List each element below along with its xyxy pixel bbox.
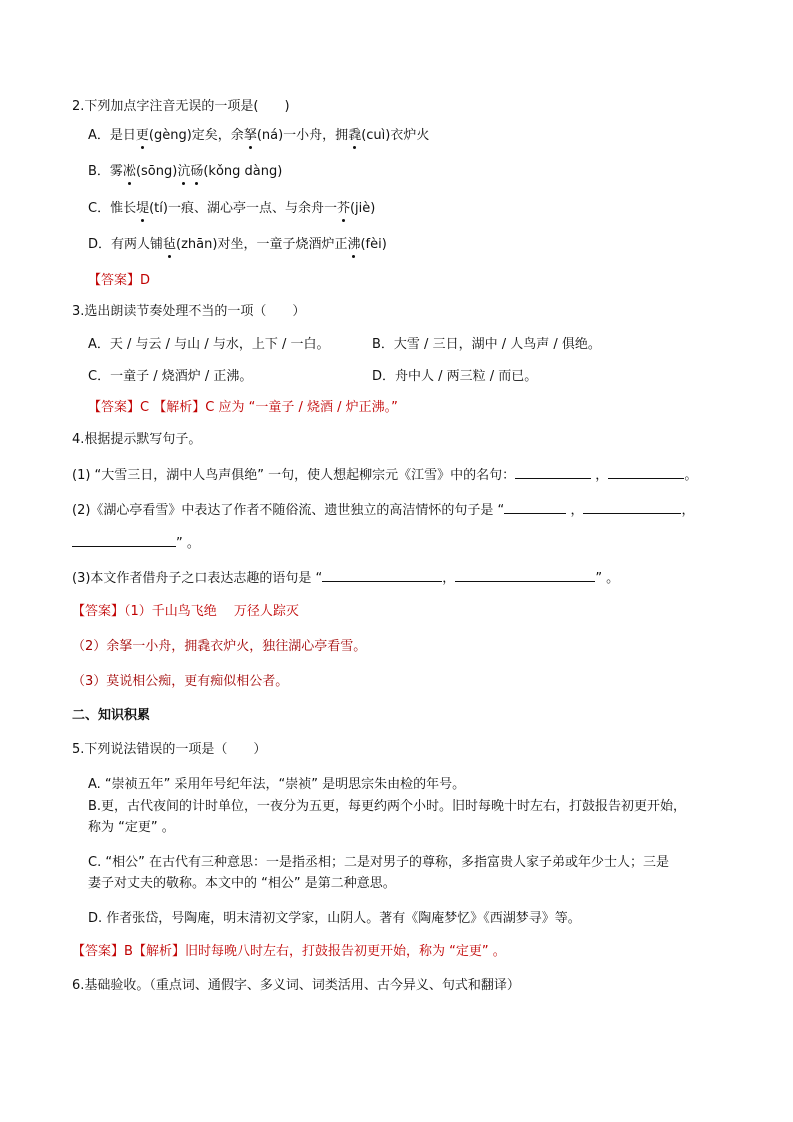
q5-option-a: A. “崇祯五年” 采用年号纪年法，“崇祯” 是明思宗朱由检的年号。 [88, 777, 466, 792]
q2-option-c [88, 200, 375, 218]
q5-answer [72, 943, 506, 961]
dotted-char: 沆 [177, 164, 191, 179]
analysis-text: 旧时每晚八时左右，打鼓报告初更开始，称为 “定更” 。 [184, 944, 506, 959]
prompt-text: (3)本文作者借舟子之口表达志趣的语句是 “ [72, 571, 323, 586]
answer-text: （1）千山鸟飞绝 万径人踪灭 [124, 604, 299, 619]
analysis-text: C 应为 “一童子 / 烧酒 / 炉正沸。” [205, 400, 398, 415]
dotted-char: 堤 [136, 201, 150, 216]
dotted-char: 毳 [348, 128, 362, 143]
answer-tag: 【答案】 [88, 273, 141, 288]
q5-option-b: B.更，古代夜间的计时单位，一夜分为五更，每更约两个小时。旧时每晚十时左右，打鼓报告初更开始， [88, 799, 687, 814]
end-mark: 。 [684, 468, 698, 483]
q4-answer-2: （2）余拏一小舟，拥毳衣炉火，独往湖心亭看雪。 [72, 639, 367, 654]
dotted-char: 凇 [122, 164, 136, 179]
q3-answer [88, 399, 398, 417]
text: (sōng) [135, 164, 178, 179]
analysis-tag: 【解析】 [132, 944, 185, 959]
prompt-text: (2)《湖心亭看雪》中表达了作者不随俗流、遗世独立的高洁情怀的句子是 “ [72, 503, 505, 518]
q2-option-a [88, 127, 429, 145]
answer-value: B [124, 944, 133, 959]
q3-stem: 3.选出朗读节奏处理不当的一项（ ） [72, 304, 306, 319]
q4-answer-3: （3）莫说相公痴，更有痴似相公者。 [72, 674, 289, 689]
q5-option-d: D. 作者张岱，号陶庵，明末清初文学家，山阴人。著有《陶庵梦忆》《西湖梦寻》等。 [88, 911, 581, 926]
dotted-char: 芥 [336, 201, 350, 216]
text: A．是日 [88, 128, 136, 143]
fill-blank [504, 501, 566, 514]
fill-blank [455, 569, 595, 582]
answer-value: D [140, 273, 151, 288]
separator: ， [570, 503, 584, 518]
text: B．雾 [88, 164, 123, 179]
q5-option-b-cont: 称为 “定更” 。 [88, 820, 175, 835]
dotted-char: 更 [135, 128, 149, 143]
analysis-tag: 【解析】 [153, 400, 206, 415]
q2-stem: 2.下列加点字注音无误的一项是( ) [72, 99, 290, 114]
text: (ná)一小舟，拥 [256, 128, 349, 143]
q4-item-2 [72, 501, 694, 520]
q3-option-a: A．天 / 与云 / 与山 / 与水，上下 / 一白。 [88, 337, 330, 352]
text: (zhān)对坐，一童子烧酒炉正 [176, 237, 348, 252]
q3-option-c: C．一童子 / 烧酒炉 / 正沸。 [88, 369, 253, 384]
fill-blank [515, 466, 591, 479]
q3-option-b: B．大雪 / 三日，湖中 / 人鸟声 / 俱绝。 [372, 337, 601, 352]
q5-option-c-cont: 妻子对丈夫的敬称。本文中的 “相公” 是第二种意思。 [88, 876, 396, 891]
fill-blank [583, 501, 681, 514]
q4-stem: 4.根据提示默写句子。 [72, 432, 202, 447]
q4-item-2-cont [72, 534, 200, 553]
text: (jiè) [349, 201, 376, 216]
q6-stem: 6.基础验收。（重点词、通假字、多义词、词类活用、古今异义、句式和翻译） [72, 978, 520, 993]
fill-blank [72, 534, 176, 547]
end-mark: ” 。 [595, 571, 620, 586]
q4-item-3 [72, 569, 619, 588]
separator: ， [595, 468, 609, 483]
dotted-char: 砀 [190, 164, 204, 179]
answer-value: C [140, 400, 150, 415]
section-heading: 二、知识积累 [72, 708, 151, 723]
q5-stem: 5.下列说法错误的一项是（ ） [72, 742, 267, 757]
q3-option-d: D．舟中人 / 两三粒 / 而已。 [372, 369, 538, 384]
q4-answer-1 [72, 603, 299, 621]
text: (kǒng dàng) [203, 164, 283, 179]
end-mark: ” 。 [176, 536, 200, 551]
answer-tag: 【答案】 [88, 400, 141, 415]
separator: ， [681, 503, 695, 518]
dotted-char: 拏 [243, 128, 257, 143]
separator: ， [442, 571, 456, 586]
text: D．有两人铺 [88, 237, 164, 252]
text: C．惟长 [88, 201, 137, 216]
q5-option-c: C. “相公” 在古代有三种意思：一是指丞相；二是对男子的尊称，多指富贵人家子弟或年少士人；三是 [88, 855, 669, 870]
q2-option-b [88, 163, 282, 181]
answer-tag: 【答案】 [72, 604, 125, 619]
text: (fèi) [360, 237, 387, 252]
dotted-char: 毡 [163, 237, 177, 252]
q2-answer [88, 272, 150, 290]
prompt-text: (1) “大雪三日，湖中人鸟声俱绝” 一句，使人想起柳宗元《江雪》中的名句： [72, 468, 516, 483]
q4-item-1 [72, 466, 697, 485]
text: (tí)一痕、湖心亭一点、与余舟一 [149, 201, 337, 216]
text: (gèng)定矣，余 [148, 128, 244, 143]
fill-blank [322, 569, 442, 582]
fill-blank [608, 466, 684, 479]
q2-option-d [88, 236, 387, 254]
text: (cuì)衣炉火 [361, 128, 430, 143]
answer-tag: 【答案】 [72, 944, 125, 959]
dotted-char: 沸 [347, 237, 361, 252]
